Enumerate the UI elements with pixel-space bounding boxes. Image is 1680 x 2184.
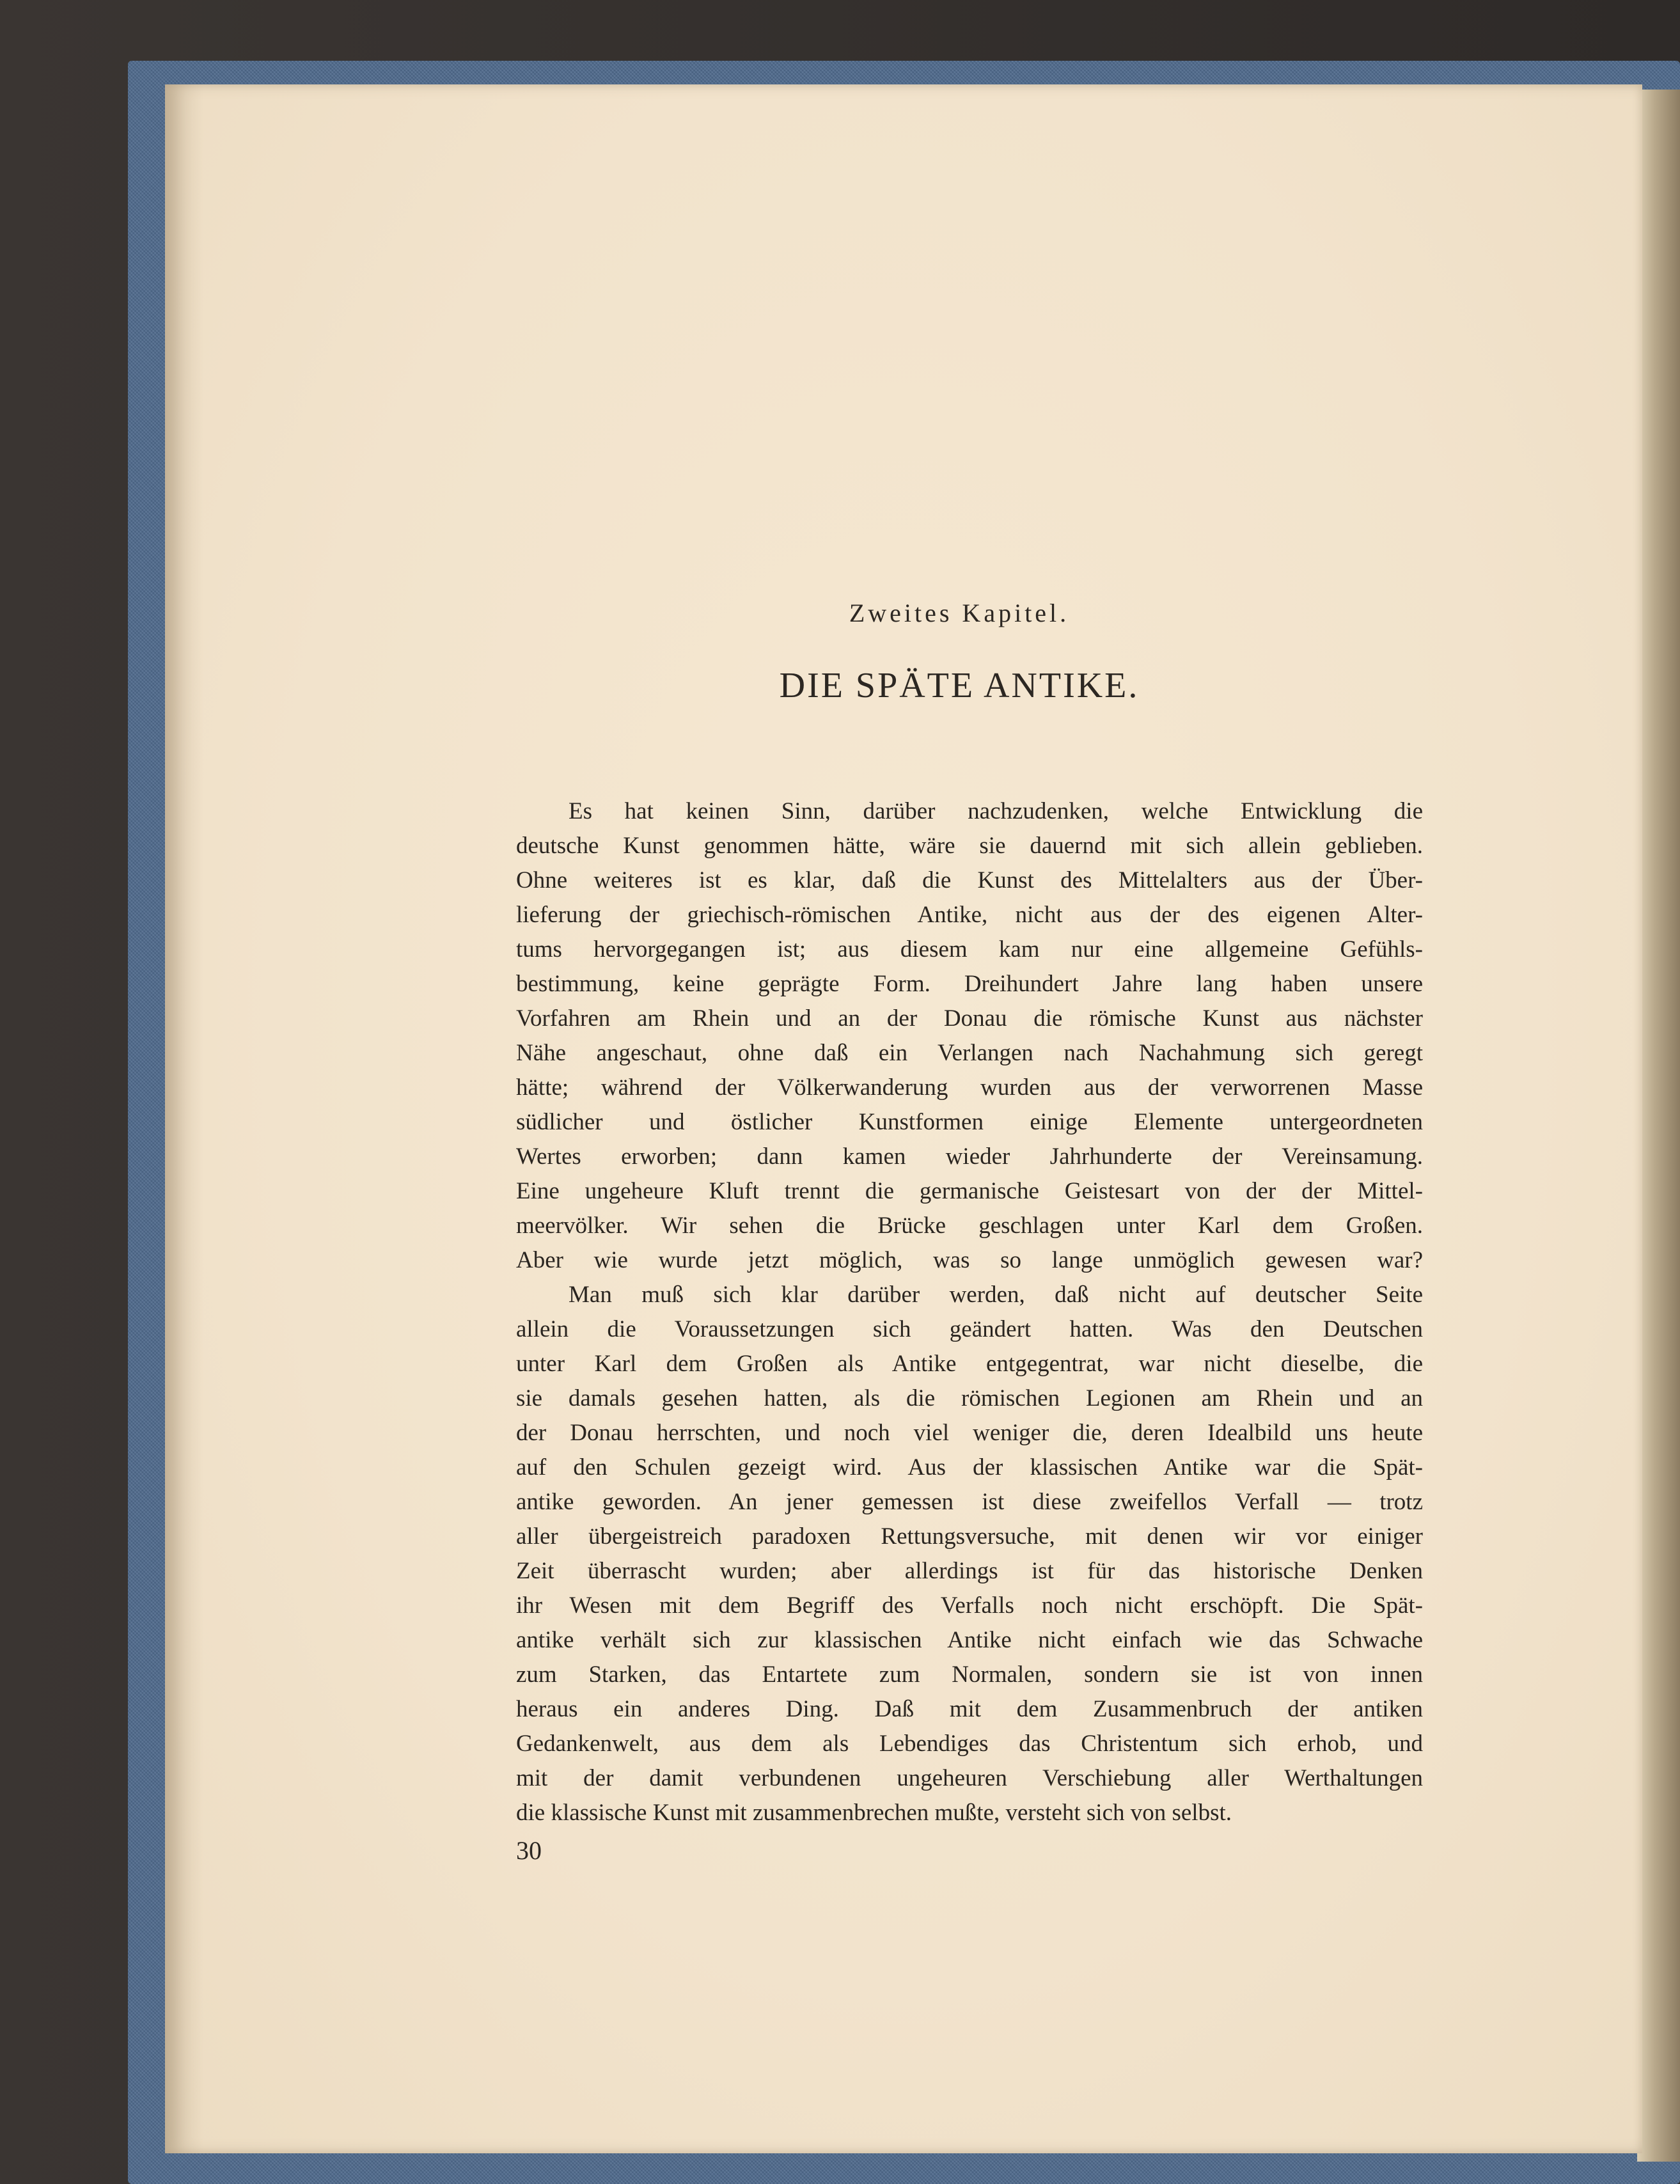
text-line: Wertes erworben; dann kamen wieder Jahrhunderte der Vereinsamung.: [516, 1143, 1423, 1170]
text-line: zum Starken, das Entartete zum Normalen, sondern sie ist von innen: [516, 1662, 1423, 1688]
text-line: südlicher und östlicher Kunstformen einige Elemente untergeordneten: [516, 1109, 1423, 1135]
text-line: tums hervorgegangen ist; aus diesem kam nur eine allgemeine Gefühls-: [516, 936, 1423, 962]
paragraph-1: [516, 794, 1423, 1278]
page-gutter-shadow: [165, 84, 203, 2153]
page-edges: [1637, 90, 1680, 2162]
text-line: Gedankenwelt, aus dem als Lebendiges das Christentum sich erhob, und: [516, 1731, 1423, 1757]
text-line: aller übergeistreich paradoxen Rettungsversuche, mit denen wir vor einiger: [516, 1523, 1423, 1550]
text-line: unter Karl dem Großen als Antike entgegentrat, war nicht dieselbe, die: [516, 1351, 1423, 1377]
text-line: die klassische Kunst mit zusammenbrechen mußte, versteht sich von selbst.: [516, 1800, 1232, 1826]
text-line: deutsche Kunst genommen hätte, wäre sie dauernd mit sich allein geblieben.: [516, 833, 1423, 859]
chapter-label: Zweites Kapitel.: [849, 599, 1070, 627]
text-line: Eine ungeheure Kluft trennt die germanische Geistesart von der der Mittel-: [516, 1178, 1423, 1204]
text-line: Nähe angeschaut, ohne daß ein Verlangen nach Nachahmung sich geregt: [516, 1040, 1423, 1066]
chapter-title: DIE SPÄTE ANTIKE.: [779, 666, 1140, 705]
text-line: sie damals gesehen hatten, als die römischen Legionen am Rhein und an: [516, 1385, 1423, 1411]
text-line: Man muß sich klar darüber werden, daß nicht auf deutscher Seite: [569, 1282, 1423, 1308]
text-line: antike verhält sich zur klassischen Antike nicht einfach wie das Schwache: [516, 1627, 1423, 1653]
text-line: heraus ein anderes Ding. Daß mit dem Zusammenbruch der antiken: [516, 1696, 1423, 1722]
text-line: Aber wie wurde jetzt möglich, was so lange unmöglich gewesen war?: [516, 1247, 1423, 1273]
text-line: bestimmung, keine geprägte Form. Dreihundert Jahre lang haben unsere: [516, 971, 1423, 997]
text-line: Vorfahren am Rhein und an der Donau die römische Kunst aus nächster: [516, 1005, 1423, 1032]
paragraph-2: [516, 1278, 1423, 1830]
text-line: lieferung der griechisch-römischen Antike, nicht aus der des eigenen Alter-: [516, 902, 1423, 928]
text-line: hätte; während der Völkerwanderung wurden aus der verworrenen Masse: [516, 1074, 1423, 1101]
text-line: antike geworden. An jener gemessen ist diese zweifellos Verfall — trotz: [516, 1489, 1423, 1515]
body-text: [516, 794, 1423, 1830]
page-number: 30: [516, 1836, 542, 1865]
text-line: Zeit überrascht wurden; aber allerdings ist für das historische Denken: [516, 1558, 1423, 1584]
text-line: allein die Voraussetzungen sich geändert hatten. Was den Deutschen: [516, 1316, 1423, 1342]
text-line: auf den Schulen gezeigt wird. Aus der klassischen Antike war die Spät-: [516, 1454, 1423, 1481]
text-line: ihr Wesen mit dem Begriff des Verfalls noch nicht erschöpft. Die Spät-: [516, 1592, 1423, 1619]
text-line: Ohne weiteres ist es klar, daß die Kunst des Mittelalters aus der Über-: [516, 867, 1423, 893]
text-line: meervölker. Wir sehen die Brücke geschlagen unter Karl dem Großen.: [516, 1213, 1423, 1239]
text-line: Es hat keinen Sinn, darüber nachzudenken, welche Entwicklung die: [569, 798, 1423, 824]
text-line: mit der damit verbundenen ungeheuren Verschiebung aller Werthaltungen: [516, 1765, 1423, 1791]
text-line: der Donau herrschten, und noch viel weniger die, deren Idealbild uns heute: [516, 1420, 1423, 1446]
